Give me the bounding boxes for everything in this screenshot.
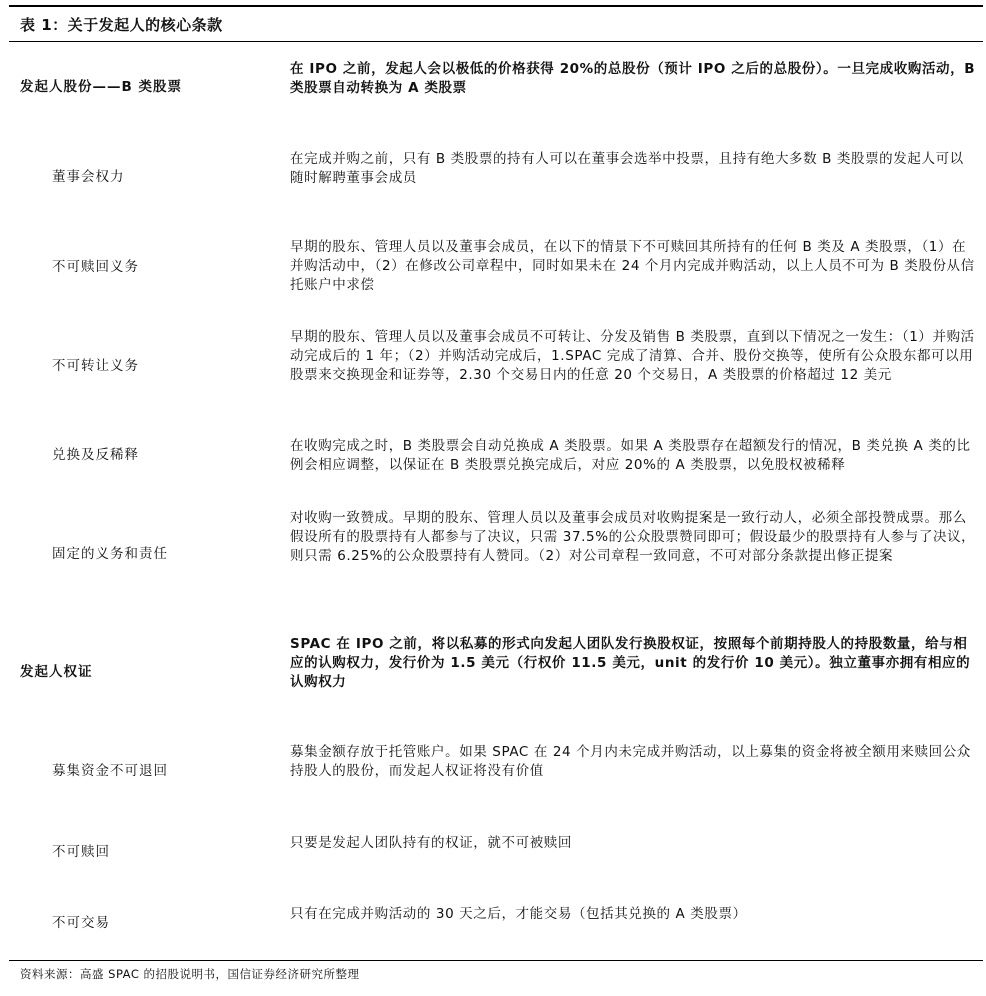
section-text-sponsor-shares: 在 IPO 之前，发起人会以极低的价格获得 20%的总股份（预计 IPO 之后的总股份）。一旦完成收购活动，B 类股票自动转换为 A 类股票 [290,61,976,97]
item-label-board-power: 董事会权力 [52,169,125,185]
source-note: 资料来源：高盛 SPAC 的招股说明书，国信证券经济研究所整理 [20,967,360,981]
item-text-fixed-obligations: 对收购一致赞成。早期的股东、管理人员以及董事会成员对收购提案是一致行动人，必须全部投赞成票。那么假设所有的股票持有人都参与了决议，只需 37.5%的公众股票赞同即可；假设最少的股票持有人参与了决议，则只需 6.25%的公众股票持有人赞同。（2）对公司章程一致同意，不可对部分条款提出修正提案 [290,510,976,565]
source-rule [9,960,983,961]
item-text-funds-non-refundable: 募集金额存放于托管账户。如果 SPAC 在 24 个月内未完成并购活动，以上募集的资金将被全额用来赎回公众持股人的股份，而发起人权证将没有价值 [290,744,971,780]
item-text-non-tradable: 只有在完成并购活动的 30 天之后，才能交易（包括其兑换的 A 类股票） [290,906,747,922]
item-text-board-power: 在完成并购之前，只有 B 类股票的持有人可以在董事会选举中投票，且持有绝大多数 B 类股票的发起人可以随时解聘董事会成员 [290,151,964,187]
table-title: 表 1：关于发起人的核心条款 [20,16,223,34]
item-text-conversion-antidilution: 在收购完成之时，B 类股票会自动兑换成 A 类股票。如果 A 类股票存在超额发行的情况，B 类兑换 A 类的比例会相应调整，以保证在 B 类股票兑换完成后，对应 20%的 A 类股票，以免股权被稀释 [290,438,971,474]
item-label-non-redemption: 不可赎回义务 [52,259,139,275]
item-text-non-redemption: 早期的股东、管理人员以及董事会成员，在以下的情景下不可赎回其所持有的任何 B 类及 A 类股票，（1）在并购活动中，（2）在修改公司章程中，同时如果未在 24 个月内完成并购活动，以上人员不可为 B 类股份从信托账户中求偿 [290,239,975,294]
item-text-non-transfer: 早期的股东、管理人员以及董事会成员不可转让、分发及销售 B 类股票，直到以下情况之一发生：（1）并购活动完成后的 1 年；（2）并购活动完成后，1.SPAC 完成了清算、合并、股份交换等，使所有公众股东都可以用股票来交换现金和证券等，2.30 个交易日内的任意 20 个交易日，A 类股票的价格超过 12 美元 [290,329,975,384]
item-label-funds-non-refundable: 募集资金不可退回 [52,763,168,779]
item-label-non-redeemable: 不可赎回 [52,844,110,860]
item-label-non-tradable: 不可交易 [52,915,110,931]
item-label-non-transfer: 不可转让义务 [52,358,139,374]
section-label-sponsor-shares: 发起人股份——B 类股票 [20,79,182,95]
section-label-sponsor-warrants: 发起人权证 [20,664,93,680]
item-label-fixed-obligations: 固定的义务和责任 [52,546,168,562]
title-rule [9,41,983,42]
item-label-conversion-antidilution: 兑换及反稀释 [52,447,139,463]
section-text-sponsor-warrants: SPAC 在 IPO 之前，将以私募的形式向发起人团队发行换股权证，按照每个前期持股人的持股数量，给与相应的认购权力，发行价为 1.5 美元（行权价 11.5 美元，unit 的发行价 10 美元）。独立董事亦拥有相应的认购权力 [290,636,971,691]
top-rule [9,5,983,7]
item-text-non-redeemable: 只要是发起人团队持有的权证，就不可被赎回 [290,835,572,851]
